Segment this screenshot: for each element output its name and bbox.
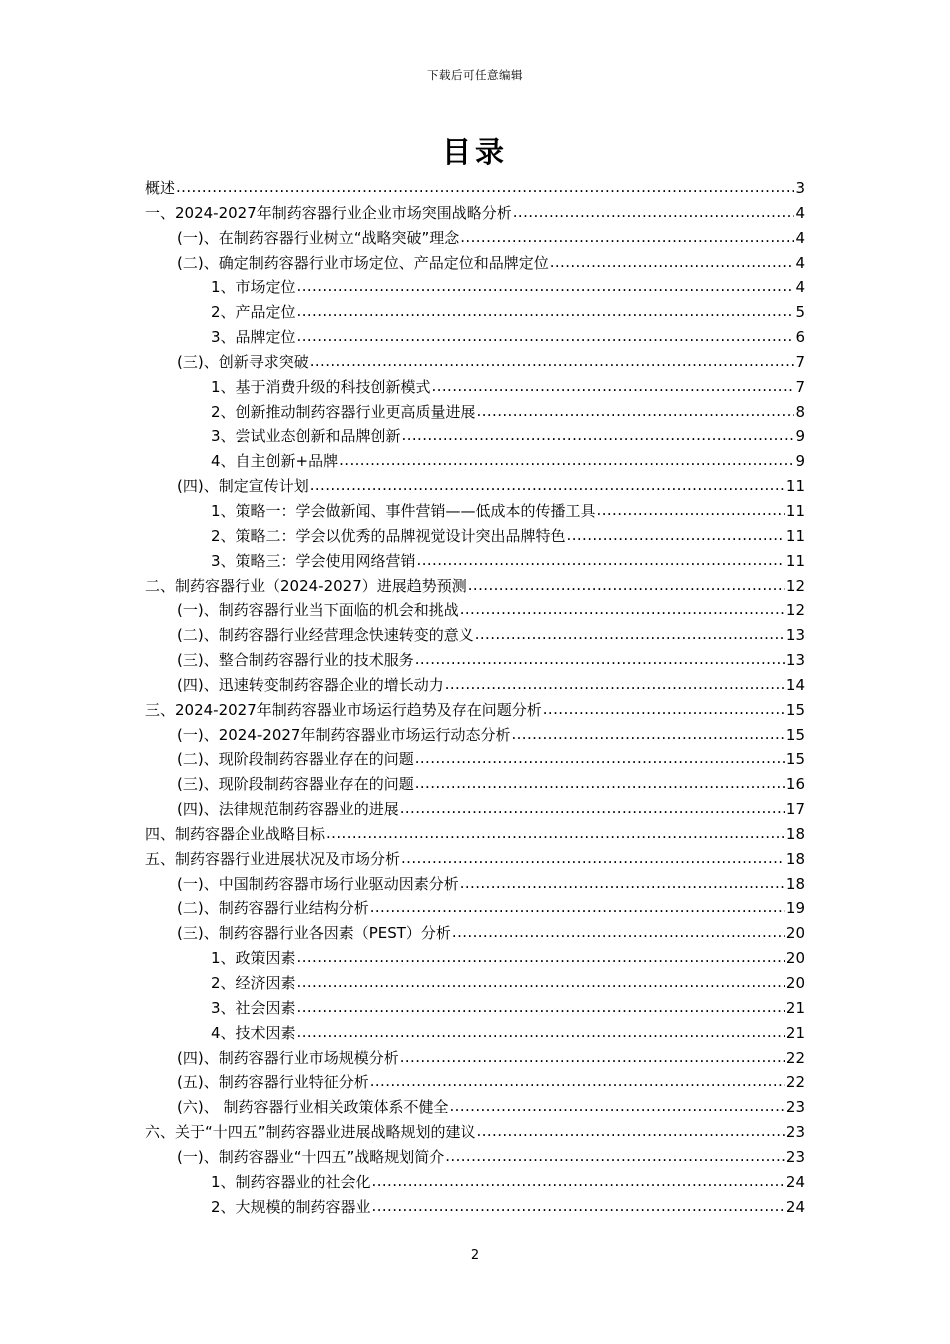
toc-entry-page: 22 bbox=[785, 1048, 805, 1067]
toc-entry-page: 11 bbox=[785, 551, 805, 570]
toc-entry-title: (六)、 制药容器行业相关政策体系不健全 bbox=[177, 1098, 449, 1117]
toc-entry-title: 一、2024-2027年制药容器行业企业市场突围战略分析 bbox=[145, 203, 512, 222]
toc-dot-leader bbox=[445, 672, 785, 697]
toc-dot-leader bbox=[415, 771, 785, 796]
toc-entry[interactable] bbox=[145, 623, 805, 648]
toc-entry-title: 五、制药容器行业进展状况及市场分析 bbox=[145, 849, 401, 868]
toc-entry-page: 11 bbox=[785, 501, 805, 520]
toc-entry[interactable] bbox=[145, 872, 805, 897]
toc-entry-page: 13 bbox=[785, 626, 805, 645]
toc-entry-page: 20 bbox=[785, 924, 805, 943]
toc-entry-title: 六、关于“十四五”制药容器业进展战略规划的建议 bbox=[145, 1123, 476, 1142]
toc-entry-title: 三、2024-2027年制药容器业市场运行趋势及存在问题分析 bbox=[145, 700, 542, 719]
toc-entry-title: (二)、制药容器行业结构分析 bbox=[177, 899, 369, 918]
toc-dot-leader bbox=[370, 895, 785, 920]
toc-dot-leader bbox=[445, 1144, 785, 1169]
toc-dot-leader bbox=[297, 324, 795, 349]
toc-dot-leader bbox=[401, 846, 785, 871]
toc-entry-page: 23 bbox=[785, 1098, 805, 1117]
toc-entry-page: 20 bbox=[785, 949, 805, 968]
toc-dot-leader bbox=[400, 796, 785, 821]
toc-entry[interactable] bbox=[145, 375, 805, 400]
toc-dot-leader bbox=[543, 697, 785, 722]
toc-entry[interactable] bbox=[145, 598, 805, 623]
toc-entry[interactable] bbox=[145, 1095, 805, 1120]
toc-entry-title: (三)、整合制药容器行业的技术服务 bbox=[177, 651, 414, 670]
toc-dot-leader bbox=[449, 1094, 784, 1119]
toc-entry-page: 21 bbox=[785, 998, 805, 1017]
toc-entry[interactable] bbox=[145, 1046, 805, 1071]
toc-entry[interactable] bbox=[145, 648, 805, 673]
toc-entry-page: 6 bbox=[795, 328, 805, 347]
toc-entry-page: 4 bbox=[795, 278, 805, 297]
toc-entry[interactable] bbox=[145, 1145, 805, 1170]
toc-entry-page: 22 bbox=[785, 1073, 805, 1092]
toc-entry-title: 2、策略二：学会以优秀的品牌视觉设计突出品牌特色 bbox=[211, 526, 566, 545]
toc-entry-title: (二)、现阶段制药容器业存在的问题 bbox=[177, 750, 414, 769]
toc-dot-leader bbox=[297, 945, 785, 970]
toc-entry-title: (四)、迅速转变制药容器企业的增长动力 bbox=[177, 675, 444, 694]
toc-entry-page: 19 bbox=[785, 899, 805, 918]
toc-entry-page: 18 bbox=[785, 824, 805, 843]
toc-entry[interactable] bbox=[145, 822, 805, 847]
toc-entry[interactable] bbox=[145, 747, 805, 772]
toc-entry-page: 23 bbox=[785, 1123, 805, 1142]
toc-dot-leader bbox=[415, 746, 785, 771]
toc-dot-leader bbox=[417, 548, 785, 573]
toc-dot-leader bbox=[477, 399, 795, 424]
toc-entry-page: 12 bbox=[785, 601, 805, 620]
toc-entry-title: 概述 bbox=[145, 179, 176, 197]
toc-entry-title: (一)、制药容器业“十四五”战略规划简介 bbox=[177, 1147, 445, 1166]
toc-dot-leader bbox=[310, 473, 785, 498]
toc-entry-title: 1、制药容器业的社会化 bbox=[211, 1172, 371, 1191]
toc-entry-title: 二、制药容器行业（2024-2027）进展趋势预测 bbox=[145, 576, 467, 595]
toc-dot-leader bbox=[372, 1169, 785, 1194]
toc-entry-page: 20 bbox=[785, 974, 805, 992]
toc-entry-page: 16 bbox=[785, 775, 805, 794]
toc-entry-title: (三)、现阶段制药容器业存在的问题 bbox=[177, 775, 414, 794]
toc-entry[interactable] bbox=[145, 251, 805, 276]
toc-entry-title: 4、自主创新+品牌 bbox=[211, 452, 339, 471]
toc-entry-title: 4、技术因素 bbox=[211, 1023, 296, 1042]
toc-entry-page: 7 bbox=[795, 377, 805, 396]
toc-entry[interactable] bbox=[145, 325, 805, 350]
toc-entry-page: 7 bbox=[795, 352, 805, 371]
toc-dot-leader bbox=[550, 250, 795, 275]
toc-entry-page: 9 bbox=[795, 452, 805, 471]
table-of-contents bbox=[145, 176, 805, 1219]
toc-entry-title: (三)、制药容器行业各因素（PEST）分析 bbox=[177, 924, 451, 943]
toc-entry-page: 15 bbox=[785, 700, 805, 719]
toc-dot-leader bbox=[432, 374, 795, 399]
toc-dot-leader bbox=[372, 1194, 785, 1219]
toc-entry-page: 18 bbox=[785, 849, 805, 868]
toc-dot-leader bbox=[400, 1045, 785, 1070]
toc-entry[interactable] bbox=[145, 474, 805, 499]
toc-entry-page: 4 bbox=[795, 253, 805, 272]
toc-dot-leader bbox=[326, 821, 785, 846]
toc-dot-leader bbox=[297, 274, 795, 299]
toc-entry[interactable] bbox=[145, 1170, 805, 1195]
toc-dot-leader bbox=[460, 225, 794, 250]
toc-entry[interactable] bbox=[145, 499, 805, 524]
toc-entry-title: (二)、确定制药容器行业市场定位、产品定位和品牌定位 bbox=[177, 253, 549, 272]
toc-dot-leader bbox=[402, 423, 795, 448]
toc-entry-title: (四)、制药容器行业市场规模分析 bbox=[177, 1048, 399, 1067]
toc-entry[interactable] bbox=[145, 1195, 805, 1220]
toc-entry[interactable] bbox=[145, 896, 805, 921]
page-number: 2 bbox=[470, 1248, 480, 1263]
toc-entry[interactable] bbox=[145, 946, 805, 971]
toc-entry-title: (四)、制定宣传计划 bbox=[177, 477, 309, 496]
toc-entry[interactable] bbox=[145, 971, 805, 996]
toc-entry-title: 3、品牌定位 bbox=[211, 328, 296, 347]
toc-entry-title: 1、政策因素 bbox=[211, 949, 296, 968]
toc-entry[interactable] bbox=[145, 1021, 805, 1046]
toc-title: 目录 bbox=[441, 135, 508, 169]
toc-entry[interactable] bbox=[145, 226, 805, 251]
toc-entry-page: 11 bbox=[785, 477, 805, 496]
toc-entry[interactable] bbox=[145, 847, 805, 872]
toc-dot-leader bbox=[297, 1020, 785, 1045]
toc-entry-title: 3、尝试业态创新和品牌创新 bbox=[211, 427, 401, 446]
toc-entry-title: (三)、创新寻求突破 bbox=[177, 352, 309, 371]
toc-entry[interactable] bbox=[145, 524, 805, 549]
toc-dot-leader bbox=[339, 448, 794, 473]
toc-dot-leader bbox=[567, 523, 785, 548]
toc-entry-title: 2、产品定位 bbox=[211, 303, 296, 322]
toc-entry-title: 3、社会因素 bbox=[211, 998, 296, 1017]
toc-entry-page: 24 bbox=[785, 1197, 805, 1216]
toc-entry[interactable] bbox=[145, 449, 805, 474]
toc-entry-title: 1、市场定位 bbox=[211, 278, 296, 297]
toc-entry-title: 2、大规模的制药容器业 bbox=[211, 1197, 371, 1216]
toc-entry[interactable] bbox=[145, 275, 805, 300]
toc-dot-leader bbox=[297, 995, 785, 1020]
toc-dot-leader bbox=[460, 597, 785, 622]
toc-entry[interactable] bbox=[145, 424, 805, 449]
toc-entry-title: 1、基于消费升级的科技创新模式 bbox=[211, 377, 431, 396]
toc-entry[interactable] bbox=[145, 176, 805, 201]
toc-entry[interactable] bbox=[145, 300, 805, 325]
toc-entry[interactable] bbox=[145, 673, 805, 698]
toc-entry-title: 2、经济因素 bbox=[211, 974, 296, 992]
toc-entry[interactable] bbox=[145, 201, 805, 226]
toc-dot-leader bbox=[452, 920, 785, 945]
toc-entry-page: 14 bbox=[785, 675, 805, 694]
toc-dot-leader bbox=[513, 200, 795, 225]
toc-entry[interactable] bbox=[145, 574, 805, 599]
toc-dot-leader bbox=[415, 647, 785, 672]
toc-entry-title: 四、制药容器企业战略目标 bbox=[145, 824, 326, 843]
toc-entry-title: (一)、在制药容器行业树立“战略突破”理念 bbox=[177, 228, 460, 247]
toc-entry[interactable] bbox=[145, 921, 805, 946]
toc-entry-title: (四)、法律规范制药容器业的进展 bbox=[177, 800, 399, 819]
toc-entry-page: 4 bbox=[795, 228, 805, 247]
toc-entry-page: 24 bbox=[785, 1172, 805, 1191]
toc-dot-leader bbox=[468, 573, 785, 598]
toc-entry[interactable] bbox=[145, 1120, 805, 1145]
toc-entry-page: 15 bbox=[785, 725, 805, 744]
toc-entry-page: 18 bbox=[785, 874, 805, 893]
toc-dot-leader bbox=[460, 871, 785, 896]
toc-entry[interactable] bbox=[145, 549, 805, 574]
toc-entry-page: 17 bbox=[785, 800, 805, 819]
toc-dot-leader bbox=[477, 1119, 785, 1144]
toc-entry-page: 12 bbox=[785, 576, 805, 595]
toc-dot-leader bbox=[597, 498, 785, 523]
toc-entry-page: 5 bbox=[795, 303, 805, 322]
toc-entry[interactable] bbox=[145, 400, 805, 425]
toc-entry[interactable] bbox=[145, 772, 805, 797]
toc-entry-title: (一)、2024-2027年制药容器业市场运行动态分析 bbox=[177, 725, 511, 744]
toc-entry-title: (一)、制药容器行业当下面临的机会和挑战 bbox=[177, 601, 459, 620]
toc-dot-leader bbox=[511, 722, 784, 747]
toc-dot-leader bbox=[176, 175, 794, 200]
toc-entry-title: (二)、制药容器行业经营理念快速转变的意义 bbox=[177, 626, 474, 645]
toc-entry-title: (五)、制药容器行业特征分析 bbox=[177, 1073, 369, 1092]
toc-entry-title: (一)、中国制药容器市场行业驱动因素分析 bbox=[177, 874, 459, 893]
toc-entry-title: 3、策略三：学会使用网络营销 bbox=[211, 551, 416, 570]
toc-entry[interactable] bbox=[145, 698, 805, 723]
toc-entry-title: 2、创新推动制药容器行业更高质量进展 bbox=[211, 402, 476, 421]
toc-entry-page: 4 bbox=[795, 203, 805, 222]
toc-entry[interactable] bbox=[145, 1070, 805, 1095]
toc-entry-page: 3 bbox=[795, 179, 805, 197]
toc-dot-leader bbox=[297, 299, 795, 324]
toc-dot-leader bbox=[297, 970, 785, 995]
toc-entry-title: 1、策略一：学会做新闻、事件营销——低成本的传播工具 bbox=[211, 501, 596, 520]
header-note: 下载后可任意编辑 bbox=[427, 68, 523, 82]
toc-entry-page: 8 bbox=[795, 402, 805, 421]
toc-entry-page: 23 bbox=[785, 1147, 805, 1166]
toc-entry-page: 13 bbox=[785, 651, 805, 670]
toc-dot-leader bbox=[475, 622, 785, 647]
toc-dot-leader bbox=[310, 349, 795, 374]
toc-entry[interactable] bbox=[145, 350, 805, 375]
toc-entry-page: 15 bbox=[785, 750, 805, 769]
toc-entry-page: 21 bbox=[785, 1023, 805, 1042]
toc-entry-page: 9 bbox=[795, 427, 805, 446]
toc-dot-leader bbox=[370, 1069, 785, 1094]
toc-entry-page: 11 bbox=[785, 526, 805, 545]
toc-entry[interactable] bbox=[145, 996, 805, 1021]
toc-entry[interactable] bbox=[145, 723, 805, 748]
toc-entry[interactable] bbox=[145, 797, 805, 822]
